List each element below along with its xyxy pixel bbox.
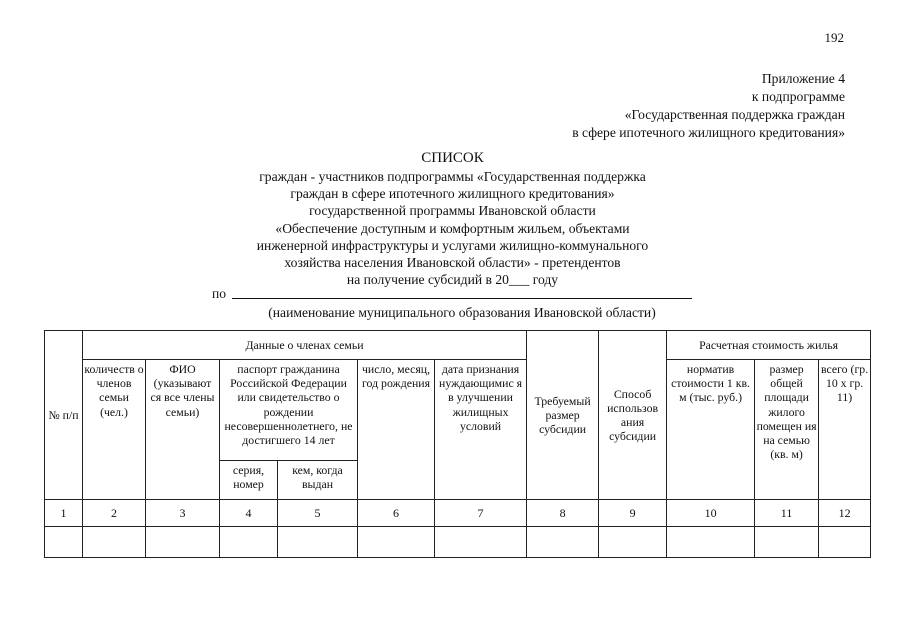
header-row-number: № п/п <box>45 331 83 500</box>
empty-cell <box>278 527 358 558</box>
empty-cell <box>358 527 435 558</box>
column-number: 8 <box>527 500 599 527</box>
empty-cell <box>599 527 667 558</box>
header-housing-cost: Расчетная стоимость жилья <box>667 331 871 360</box>
document-title: СПИСОК <box>421 150 484 166</box>
column-number: 11 <box>755 500 819 527</box>
empty-cell <box>220 527 278 558</box>
heading-line: государственной программы Ивановской области <box>309 203 596 219</box>
empty-cell <box>146 527 220 558</box>
column-number: 6 <box>358 500 435 527</box>
heading-line: на получение субсидий в 20___ году <box>346 272 559 288</box>
municipality-caption: (наименование муниципального образования Ивановской области) <box>268 305 656 320</box>
column-number: 3 <box>146 500 220 527</box>
header-fio: ФИО (указывают ся все члены семьи) <box>146 360 220 500</box>
column-number: 4 <box>220 500 278 527</box>
document-heading <box>0 148 905 288</box>
header-norm-cost: норматив стоимости 1 кв. м (тыс. руб.) <box>667 360 755 500</box>
empty-cell <box>755 527 819 558</box>
appendix-line: «Государственная поддержка граждан <box>624 107 845 122</box>
empty-cell <box>667 527 755 558</box>
header-required-subsidy: Требуемый размер субсидии <box>527 331 599 500</box>
header-series-number: серия, номер <box>220 461 278 500</box>
header-birth-date: число, месяц, год рождения <box>358 360 435 500</box>
header-family-count: количеств о членов семьи (чел.) <box>83 360 146 500</box>
po-label: по <box>212 286 227 301</box>
citizens-list-table <box>44 330 871 558</box>
empty-cell <box>83 527 146 558</box>
heading-line: граждан в сфере ипотечного жилищного кредитования» <box>290 186 615 202</box>
empty-data-row <box>45 527 871 558</box>
empty-cell <box>435 527 527 558</box>
column-number: 5 <box>278 500 358 527</box>
appendix-line: Приложение 4 <box>761 71 845 86</box>
column-number: 10 <box>667 500 755 527</box>
empty-cell <box>819 527 871 558</box>
appendix-line: в сфере ипотечного жилищного кредитования» <box>572 125 845 140</box>
header-area-size: размер общей площади жилого помещен ия на семью (кв. м) <box>755 360 819 500</box>
column-number: 2 <box>83 500 146 527</box>
column-number-row <box>45 500 871 527</box>
heading-line: граждан - участников подпрограммы «Государственная поддержка <box>259 169 646 184</box>
header-family-data: Данные о членах семьи <box>83 331 527 360</box>
column-number: 9 <box>599 500 667 527</box>
appendix-line: к подпрограмме <box>751 89 845 104</box>
page-number: 192 <box>824 30 844 45</box>
header-issued-by: кем, когда выдан <box>278 461 358 500</box>
municipality-fill-line <box>232 298 692 299</box>
header-subsidy-method: Способ использов ания субсидии <box>599 331 667 500</box>
empty-cell <box>527 527 599 558</box>
heading-line: «Обеспечение доступным и комфортным жильем, объектами <box>275 220 630 236</box>
heading-line: инженерной инфраструктуры и услугами жилищно-коммунального <box>256 237 649 253</box>
column-number: 1 <box>45 500 83 527</box>
column-number: 12 <box>819 500 871 527</box>
header-total: всего (гр. 10 x гр. 11) <box>819 360 871 500</box>
heading-line: хозяйства населения Ивановской области» - претендентов <box>284 255 621 271</box>
empty-cell <box>45 527 83 558</box>
header-passport: паспорт гражданина Российской Федерации или свидетельство о рождении несовершеннолетнего, не достигшего 14 лет <box>220 360 358 461</box>
column-number: 7 <box>435 500 527 527</box>
appendix-header <box>572 70 845 142</box>
header-recognition-date: дата признания нуждающимис я в улучшении жилищных условий <box>435 360 527 500</box>
